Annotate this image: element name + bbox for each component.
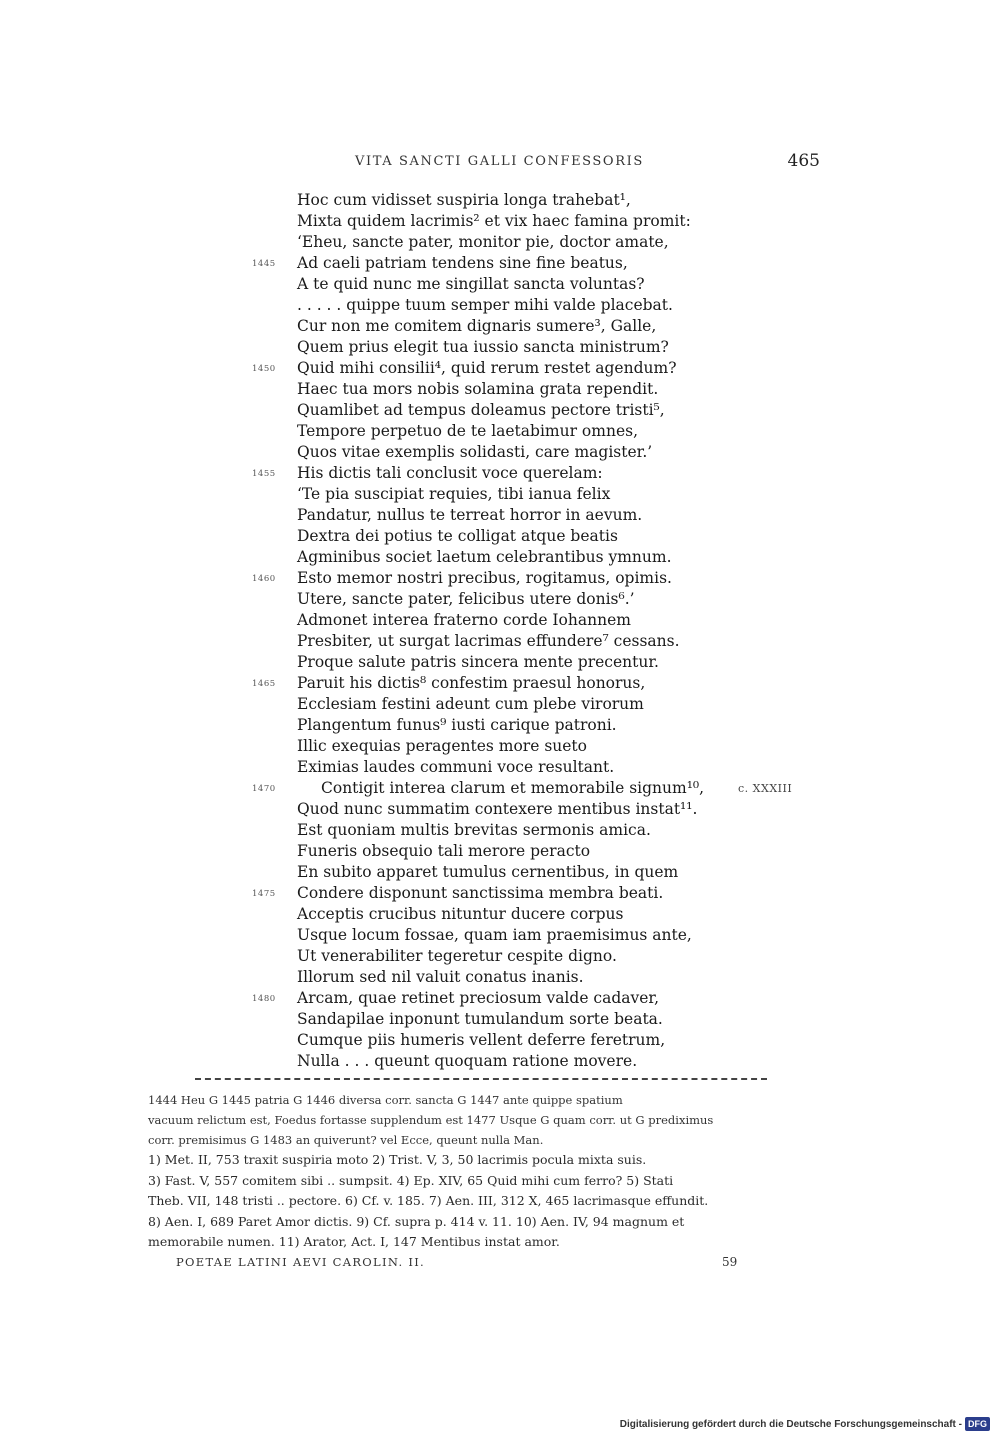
verse-line: [0, 400, 1000, 421]
verse-line: [0, 904, 1000, 925]
verse-line: [0, 988, 1000, 1009]
verse-line: [0, 946, 1000, 967]
verse-text: ‘Eheu, sancte pater, monitor pie, doctor amate,: [297, 233, 669, 251]
verse-line: [0, 568, 1000, 589]
verse-text: A te quid nunc me singillat sancta voluntas?: [297, 275, 645, 293]
verse-text: Agminibus societ laetum celebrantibus ymnum.: [297, 548, 672, 566]
verse-text: Funeris obsequio tali merore peracto: [297, 842, 591, 860]
verse-text: Plangentum funus⁹ iusti carique patroni.: [297, 716, 617, 734]
running-title: VITA SANCTI GALLI CONFESSORIS: [355, 154, 644, 169]
chapter-margin-note: c. XXXIII: [738, 782, 793, 795]
verse-line: [0, 862, 1000, 883]
verse-text: Usque locum fossae, quam iam praemisimus ante,: [297, 926, 692, 944]
collection-title: POETAE LATINI AEVI CAROLIN. II.: [176, 1255, 425, 1269]
verse-line: [0, 505, 1000, 526]
verse-line: [0, 547, 1000, 568]
verse-line-number: 1455: [252, 469, 276, 479]
verse-text: Condere disponunt sanctissima membra beati.: [297, 884, 664, 902]
footnote-divider: [195, 1078, 767, 1080]
source-footnote-line: 3) Fast. V, 557 comitem sibi .. sumpsit. 4) Ep. XIV, 65 Quid mihi cum ferro? 5) Stati: [148, 1172, 674, 1188]
verse-text: Ad caeli patriam tendens sine fine beatus,: [297, 254, 628, 272]
verse-text: En subito apparet tumulus cernentibus, in quem: [297, 863, 679, 881]
verse-text: Eximias laudes communi voce resultant.: [297, 758, 615, 776]
verse-line: [0, 232, 1000, 253]
verse-line: [0, 358, 1000, 379]
verse-line: [0, 715, 1000, 736]
apparatus-line: corr. premisimus G 1483 an quiverunt? vel Ecce, queunt nulla Man.: [148, 1133, 544, 1147]
verse-text: Hoc cum vidisset suspiria longa trahebat¹,: [297, 191, 631, 209]
verse-line: [0, 820, 1000, 841]
verse-line: [0, 631, 1000, 652]
source-footnotes: [148, 1150, 820, 1253]
verse-line: [0, 190, 1000, 211]
verse-text: Cumque piis humeris vellent deferre feretrum,: [297, 1031, 666, 1049]
apparatus-line: 1444 Heu G 1445 patria G 1446 diversa corr. sancta G 1447 ante quippe spatium: [148, 1093, 623, 1107]
verse-text: . . . . . quippe tuum semper mihi valde placebat.: [297, 296, 673, 314]
verse-line: [0, 610, 1000, 631]
verse-text: Arcam, quae retinet preciosum valde cadaver,: [297, 989, 660, 1007]
running-head: [200, 151, 820, 176]
verse-text: Utere, sancte pater, felicibus utere donis⁶.’: [297, 590, 635, 608]
verse-line: [0, 526, 1000, 547]
verse-text: Acceptis crucibus nituntur ducere corpus: [297, 905, 624, 923]
verse-line: [0, 379, 1000, 400]
source-footnote-line: 1) Met. II, 753 traxit suspiria moto 2) Trist. V, 3, 50 lacrimis pocula mixta suis.: [148, 1152, 647, 1167]
verse-text: Est quoniam multis brevitas sermonis amica.: [297, 821, 651, 839]
verse-line-number: 1450: [252, 364, 276, 374]
verse-line: [0, 442, 1000, 463]
verse-text: Illic exequias peragentes more sueto: [297, 737, 587, 755]
verse-text: Ut venerabiliter tegeretur cespite digno.: [297, 947, 617, 965]
verse-text: Ecclesiam festini adeunt cum plebe virorum: [297, 695, 644, 713]
verse-text: Contigit interea clarum et memorabile signum¹⁰,: [321, 779, 705, 797]
verse-line: [0, 652, 1000, 673]
verse-line-number: 1465: [252, 679, 276, 689]
verse-line: [0, 799, 1000, 820]
verse-line: [0, 463, 1000, 484]
verse-text: Quos vitae exemplis solidasti, care magister.’: [297, 443, 653, 461]
verse-line: [0, 1051, 1000, 1072]
page-footer: [148, 1255, 820, 1273]
apparatus-line: vacuum relictum est, Foedus fortasse supplendum est 1477 Usque G quam corr. ut G prediximus: [148, 1113, 714, 1127]
verse-text: Quod nunc summatim contexere mentibus instat¹¹.: [297, 800, 698, 818]
verse-line: [0, 925, 1000, 946]
verse-text: Quid mihi consilii⁴, quid rerum restet agendum?: [297, 359, 677, 377]
verse-text: Tempore perpetuo de te laetabimur omnes,: [297, 422, 638, 440]
verse-line-number: 1445: [252, 259, 276, 269]
verse-text: Illorum sed nil valuit conatus inanis.: [297, 968, 584, 986]
verse-text: Proque salute patris sincera mente precentur.: [297, 653, 659, 671]
dfg-logo: DFG: [965, 1417, 990, 1431]
verse-text: ‘Te pia suscipiat requies, tibi ianua felix: [297, 485, 611, 503]
verse-line: [0, 883, 1000, 904]
verse-line: [0, 589, 1000, 610]
verse-text: Esto memor nostri precibus, rogitamus, opimis.: [297, 569, 672, 587]
verse-text: Paruit his dictis⁸ confestim praesul honorus,: [297, 674, 646, 692]
page-number: 465: [787, 151, 820, 171]
verse-line-number: 1475: [252, 889, 276, 899]
verse-line-number: 1480: [252, 994, 276, 1004]
verse-text: His dictis tali conclusit voce querelam:: [297, 464, 603, 482]
verse-line: [0, 778, 1000, 799]
verse-line-number: 1470: [252, 784, 276, 794]
verse-text: Admonet interea fraterno corde Iohannem: [297, 611, 631, 629]
verse-line: [0, 757, 1000, 778]
verse-text: Sandapilae inponunt tumulandum sorte beata.: [297, 1010, 663, 1028]
verse-line: [0, 316, 1000, 337]
source-footnote-line: Theb. VII, 148 tristi .. pectore. 6) Cf. v. 185. 7) Aen. III, 312 X, 465 lacrimasque effundit.: [148, 1193, 709, 1208]
sheet-signature: 59: [722, 1255, 738, 1269]
verse-text: Quem prius elegit tua iussio sancta ministrum?: [297, 338, 669, 356]
verse-text: Dextra dei potius te colligat atque beatis: [297, 527, 618, 545]
verse-text: Cur non me comitem dignaris sumere³, Galle,: [297, 317, 657, 335]
verse-line: [0, 967, 1000, 988]
critical-apparatus: [148, 1090, 820, 1150]
verse-text: Presbiter, ut surgat lacrimas effundere⁷ cessans.: [297, 632, 680, 650]
verse-line: [0, 1030, 1000, 1051]
verse-line: [0, 274, 1000, 295]
verse-text: Pandatur, nullus te terreat horror in aevum.: [297, 506, 643, 524]
verse-text: Mixta quidem lacrimis² et vix haec famina promit:: [297, 212, 691, 230]
source-footnote-line: 8) Aen. I, 689 Paret Amor dictis. 9) Cf. supra p. 414 v. 11. 10) Aen. IV, 94 magnum et: [148, 1213, 685, 1229]
verse-line: [0, 673, 1000, 694]
verse-line: [0, 211, 1000, 232]
digitization-credit-text: Digitalisierung gefördert durch die Deutsche Forschungsgemeinschaft -: [619, 1418, 962, 1430]
verse-text: Haec tua mors nobis solamina grata rependit.: [297, 380, 659, 398]
verse-text: Quamlibet ad tempus doleamus pectore tristi⁵,: [297, 401, 665, 419]
verse-line: [0, 295, 1000, 316]
verse-line: [0, 421, 1000, 442]
verse-line: [0, 253, 1000, 274]
verse-line: [0, 841, 1000, 862]
digitization-credit: [620, 1417, 990, 1431]
verse-text: Nulla . . . queunt quoquam ratione movere.: [297, 1052, 638, 1070]
verse-line: [0, 484, 1000, 505]
verse-line: [0, 337, 1000, 358]
source-footnote-line: memorabile numen. 11) Arator, Act. I, 147 Mentibus instat amor.: [148, 1234, 560, 1249]
verse-line: [0, 694, 1000, 715]
verse-line: [0, 736, 1000, 757]
verse-line: [0, 1009, 1000, 1030]
verse-line-number: 1460: [252, 574, 276, 584]
